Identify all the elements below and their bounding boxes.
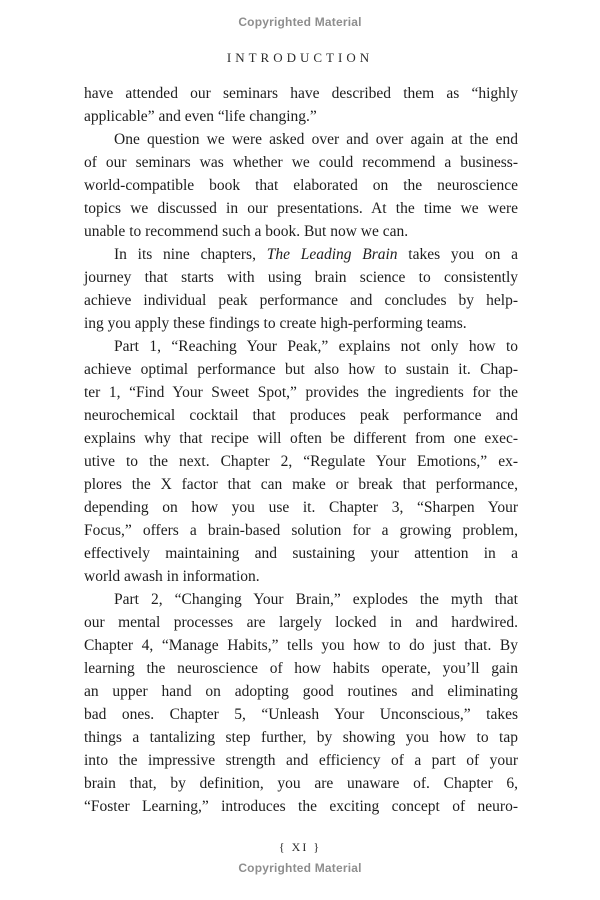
text-segment: takes you on a — [397, 246, 518, 263]
paragraph — [84, 128, 518, 243]
text-line — [84, 289, 518, 312]
text-segment: an upper hand on adopting good routines and eliminating — [84, 683, 518, 700]
text-segment: achieve optimal performance but also how to sustain it. Chap- — [84, 361, 518, 378]
text-line — [84, 634, 518, 657]
text-segment: Chapter 4, “Manage Habits,” tells you how to do just that. By — [84, 637, 518, 654]
text-line — [84, 151, 518, 174]
text-segment: topics we discussed in our presentations. At the time we were — [84, 200, 518, 217]
paragraph — [84, 243, 518, 335]
text-segment: Part 1, “Reaching Your Peak,” explains not only how to — [114, 338, 518, 355]
text-segment: unable to recommend such a book. But now we can. — [84, 223, 409, 240]
paragraph — [84, 588, 518, 818]
text-segment: things a tantalizing step further, by showing you how to tap — [84, 729, 518, 746]
text-segment: bad ones. Chapter 5, “Unleash Your Unconscious,” takes — [84, 706, 518, 723]
body-text — [84, 82, 518, 818]
text-segment: neurochemical cocktail that produces peak performance and — [84, 407, 518, 424]
text-segment: explains why that recipe will often be different from one exec- — [84, 430, 518, 447]
text-segment: Part 2, “Changing Your Brain,” explodes the myth that — [114, 591, 518, 608]
text-line — [84, 427, 518, 450]
text-line — [84, 197, 518, 220]
text-line — [84, 749, 518, 772]
text-line — [84, 358, 518, 381]
text-line — [84, 588, 518, 611]
text-segment: In its nine chapters, — [114, 246, 267, 263]
text-line — [84, 795, 518, 818]
paragraph — [84, 82, 518, 128]
text-segment: One question we were asked over and over again at the end — [114, 131, 518, 148]
book-title-italic: The Leading Brain — [266, 246, 398, 263]
top-watermark: Copyrighted Material — [238, 15, 362, 29]
text-segment: ter 1, “Find Your Sweet Spot,” provides the ingredients for the — [84, 384, 518, 401]
text-line — [84, 105, 518, 128]
text-line — [84, 473, 518, 496]
text-segment: into the impressive strength and efficiency of a part of your — [84, 752, 518, 769]
text-line — [84, 266, 518, 289]
bottom-watermark: Copyrighted Material — [238, 861, 362, 875]
text-line — [84, 404, 518, 427]
text-line — [84, 496, 518, 519]
text-line — [84, 726, 518, 749]
text-line — [84, 128, 518, 151]
text-segment: of our seminars was whether we could recommend a business- — [84, 154, 518, 171]
text-segment: effectively maintaining and sustaining your attention in a — [84, 545, 518, 562]
text-line — [84, 519, 518, 542]
text-segment: ing you apply these findings to create high-performing teams. — [84, 315, 467, 332]
text-line — [84, 611, 518, 634]
text-segment: “Foster Learning,” introduces the exciting concept of neuro- — [84, 798, 518, 815]
text-line — [84, 174, 518, 197]
text-line — [84, 450, 518, 473]
text-line — [84, 243, 518, 266]
page-header-title: INTRODUCTION — [226, 50, 374, 65]
text-line — [84, 657, 518, 680]
text-segment: depending on how you use it. Chapter 3, “Sharpen Your — [84, 499, 518, 516]
text-line — [84, 312, 518, 335]
text-line — [84, 220, 518, 243]
text-segment: brain that, by definition, you are unaware of. Chapter 6, — [84, 775, 518, 792]
paragraph — [84, 335, 518, 588]
page-number: { XI } — [278, 840, 322, 854]
text-segment: applicable” and even “life changing.” — [84, 108, 317, 125]
text-segment: journey that starts with using brain science to consistently — [84, 269, 518, 286]
text-line — [84, 542, 518, 565]
text-segment: utive to the next. Chapter 2, “Regulate Your Emotions,” ex- — [84, 453, 518, 470]
text-line — [84, 772, 518, 795]
text-segment: plores the X factor that can make or break that performance, — [84, 476, 518, 493]
text-line — [84, 565, 518, 588]
text-line — [84, 335, 518, 358]
text-line — [84, 680, 518, 703]
text-segment: have attended our seminars have described them as “highly — [84, 85, 518, 102]
text-segment: world-compatible book that elaborated on the neuroscience — [84, 177, 518, 194]
text-segment: learning the neuroscience of how habits operate, you’ll gain — [84, 660, 518, 677]
text-segment: Focus,” offers a brain-based solution for a growing problem, — [84, 522, 518, 539]
text-segment: achieve individual peak performance and concludes by help- — [84, 292, 518, 309]
text-segment: our mental processes are largely locked in and hardwired. — [84, 614, 518, 631]
text-line — [84, 82, 518, 105]
text-segment: world awash in information. — [84, 568, 260, 585]
text-line — [84, 381, 518, 404]
text-line — [84, 703, 518, 726]
